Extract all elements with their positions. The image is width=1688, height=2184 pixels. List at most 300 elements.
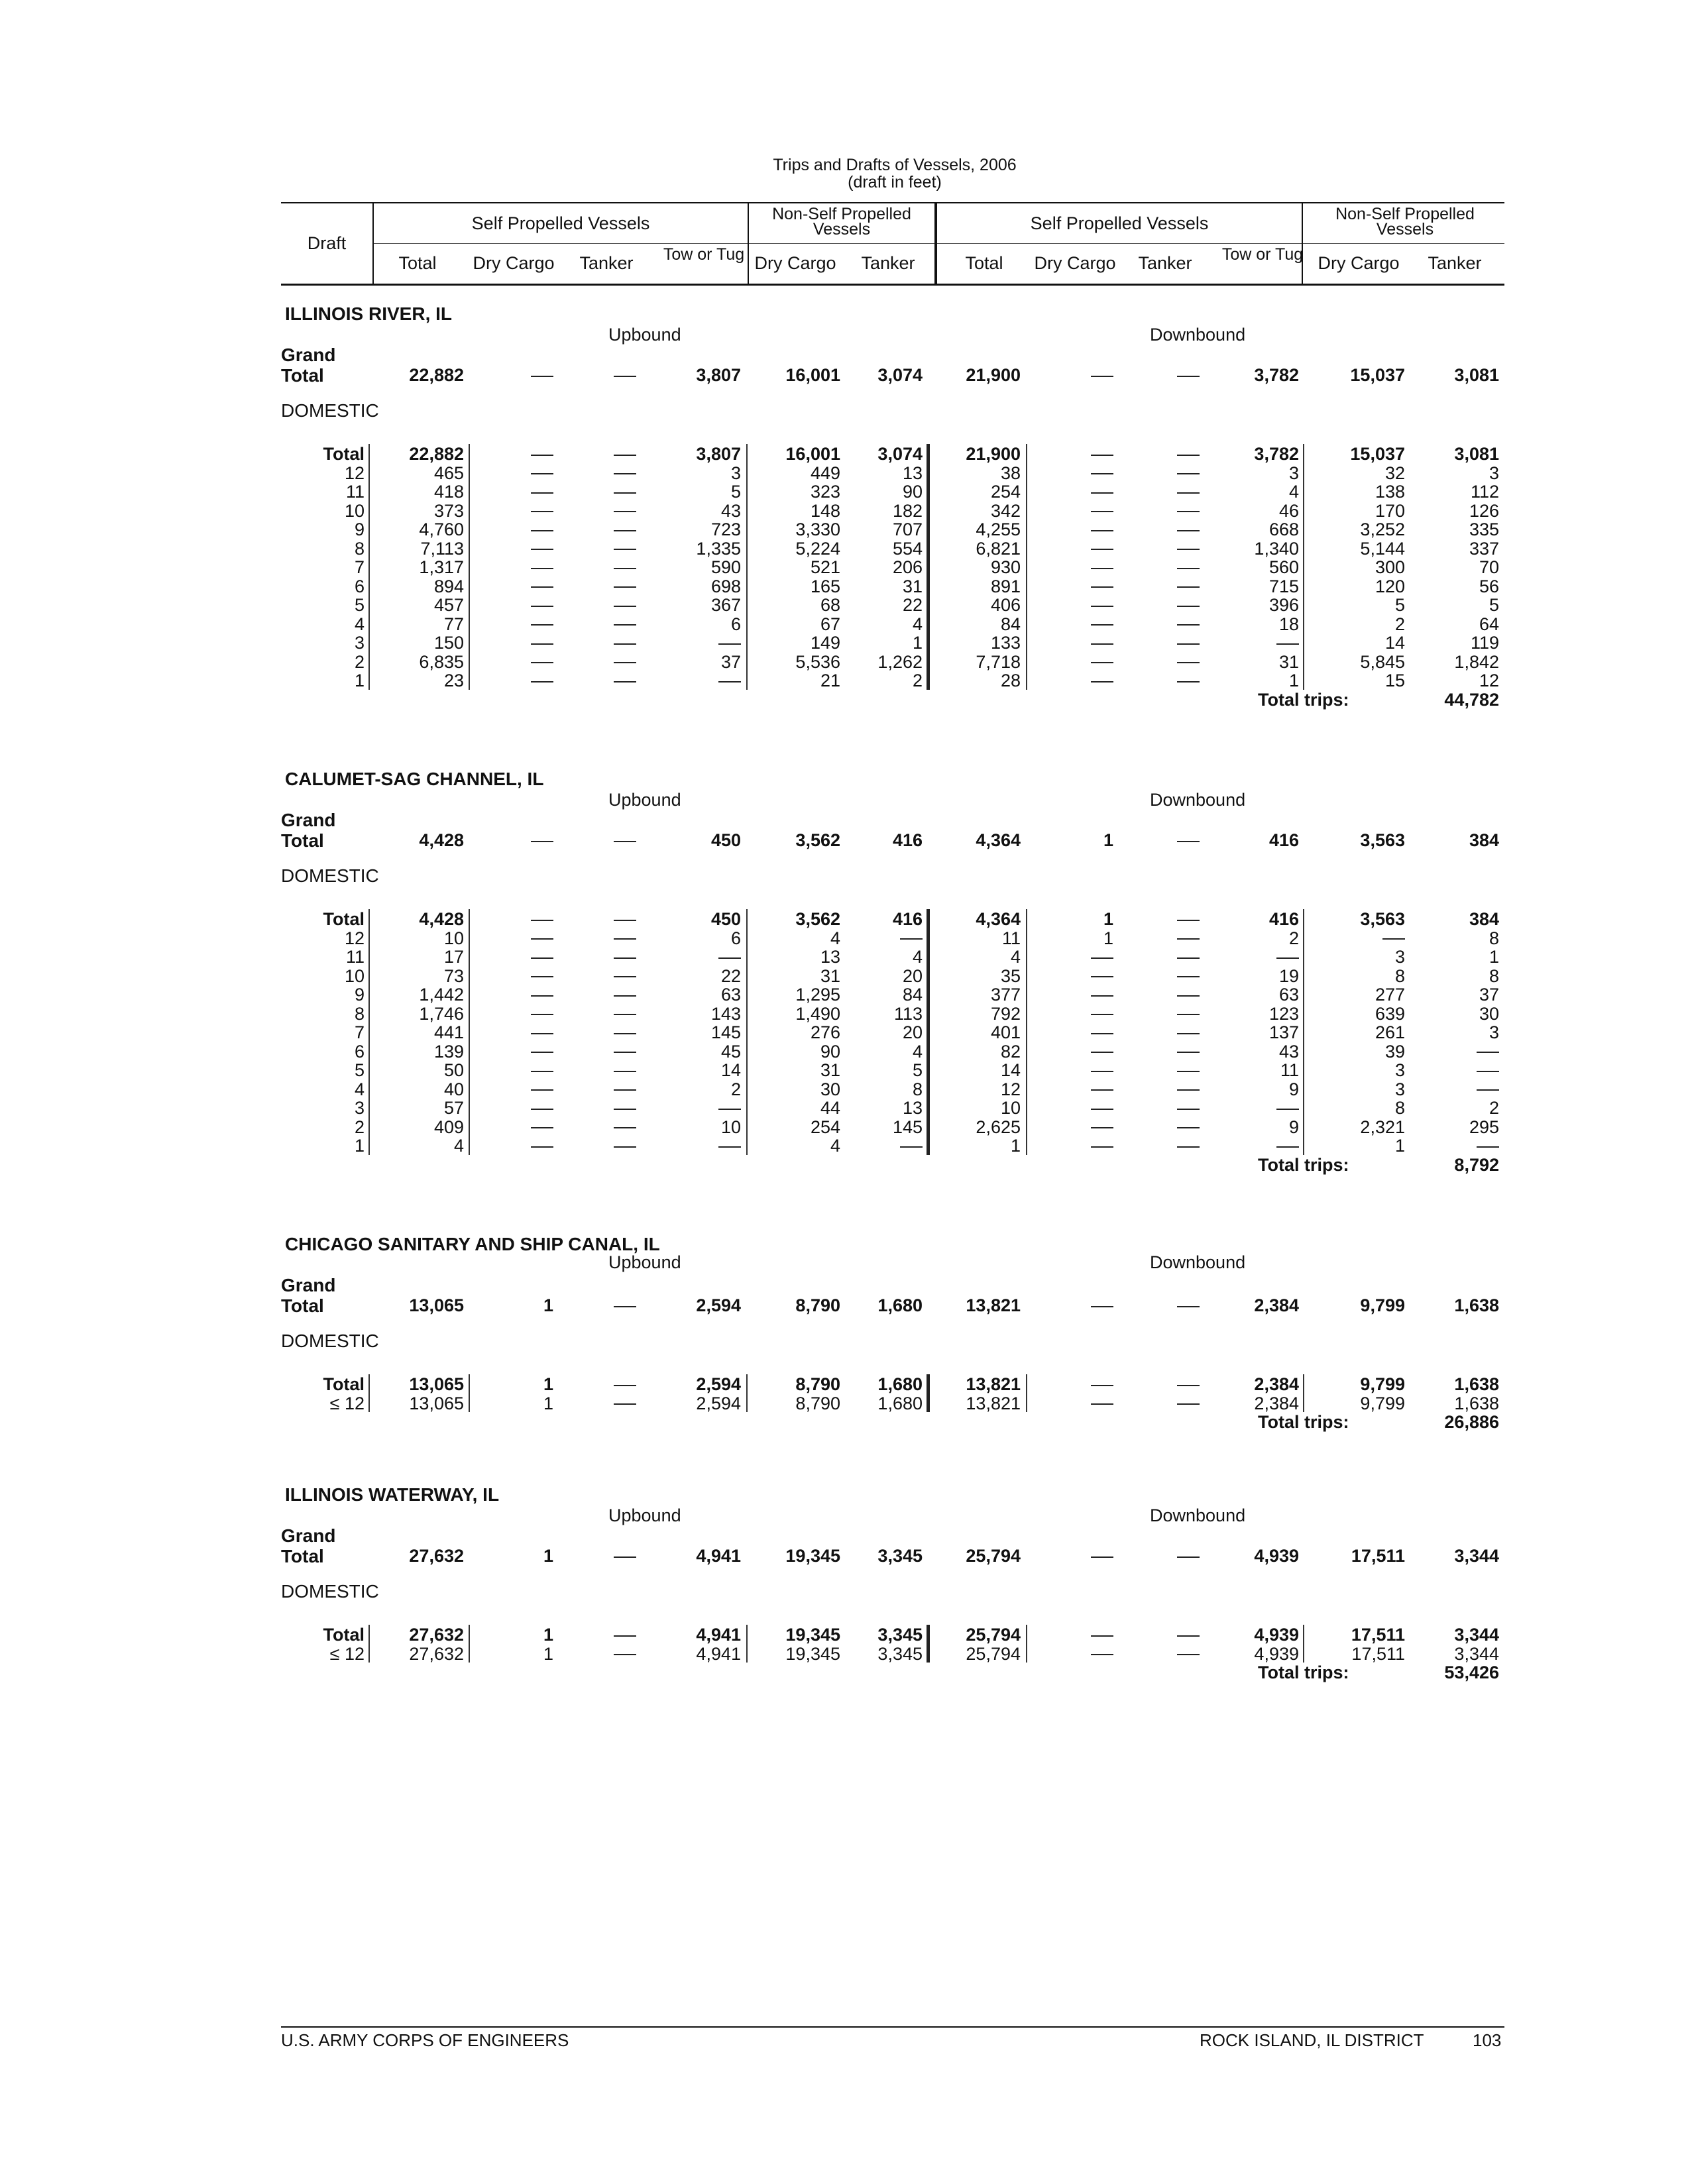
table-cell: 3 (1394, 1079, 1405, 1099)
table-cell: 23 (443, 671, 464, 690)
section-title: ILLINOIS WATERWAY, IL (285, 1484, 500, 1505)
table-cell: 300 (1375, 557, 1405, 577)
table-cell: 554 (892, 538, 923, 559)
grand-total-cell: 8,790 (795, 1295, 840, 1315)
grand-total-label: Total (281, 1546, 324, 1566)
table-cell: 441 (433, 1022, 464, 1042)
domestic-label: DOMESTIC (281, 1581, 379, 1602)
table-cell: 1,340 (1254, 538, 1299, 559)
table-cell: 170 (1375, 500, 1405, 521)
table-cell: 261 (1375, 1022, 1405, 1042)
table-cell: 119 (1470, 633, 1499, 653)
table-cell: 13,065 (409, 1393, 464, 1413)
table-cell: 31 (820, 965, 840, 986)
table-cell: 5,144 (1360, 538, 1405, 559)
table-cell: 17,511 (1351, 1625, 1405, 1645)
table-cell: 6,835 (419, 651, 464, 672)
draft-label: 6 (354, 1041, 365, 1062)
table-cell: 15 (1384, 671, 1405, 690)
table-cell: 668 (1268, 519, 1299, 539)
draft-label: 2 (354, 1117, 365, 1137)
table-cell: 8 (1489, 928, 1499, 948)
table-cell: 1 (1489, 947, 1499, 967)
table-cell: 14 (1384, 633, 1405, 653)
table-cell: 3,074 (877, 444, 923, 464)
table-cell: 2,321 (1360, 1117, 1405, 1137)
table-cell: 342 (990, 500, 1021, 521)
dash-cell (1367, 1079, 1499, 1100)
table-cell: 27,632 (409, 1625, 464, 1645)
table-cell: 450 (710, 909, 741, 929)
table-cell: 3 (1394, 1060, 1405, 1080)
grand-total-cell: 16,001 (785, 365, 840, 385)
table-cell: 4 (912, 1041, 923, 1062)
table-cell: 13,065 (409, 1374, 464, 1394)
draft-label: 2 (354, 651, 365, 672)
draft-label: 12 (344, 928, 365, 948)
table-cell: 19 (1278, 965, 1299, 986)
table-cell: 2,625 (976, 1117, 1021, 1137)
grand-total-cell: 3,563 (1360, 830, 1405, 850)
column-header: Dry Cargo (1318, 253, 1400, 273)
table-cell: 3,345 (877, 1625, 923, 1645)
table-cell: 120 (1375, 576, 1405, 596)
draft-label: 10 (344, 965, 365, 986)
column-header: Tanker (1428, 253, 1482, 273)
table-cell: 6,821 (976, 538, 1021, 559)
grand-total-cell: 4,364 (976, 830, 1021, 850)
table-cell: 698 (710, 576, 741, 596)
draft-label: 3 (354, 1098, 365, 1118)
dash-cell (1367, 1042, 1499, 1062)
table-cell: 1,442 (419, 985, 464, 1005)
table-cell: 4 (1288, 482, 1299, 502)
draft-label: 7 (354, 557, 365, 577)
downbound-label: Downbound (1150, 1252, 1246, 1272)
table-cell: 16,001 (785, 444, 840, 464)
table-cell: 56 (1479, 576, 1499, 596)
header-self-propelled-down: Self Propelled Vessels (1030, 213, 1209, 233)
grand-label: Grand (281, 810, 336, 830)
table-cell: 182 (892, 500, 923, 521)
table-cell: 5 (912, 1060, 923, 1080)
table-cell: 2,384 (1254, 1374, 1299, 1394)
draft-label: ≤ 12 (329, 1393, 365, 1413)
draft-label: 5 (354, 595, 365, 615)
table-cell: 4,939 (1254, 1625, 1299, 1645)
header-self-propelled-up: Self Propelled Vessels (471, 213, 650, 233)
table-cell: 4,760 (419, 519, 464, 539)
table-cell: 145 (710, 1022, 741, 1042)
table-cell: 10 (443, 928, 464, 948)
domestic-label: DOMESTIC (281, 865, 379, 886)
column-header: Total (965, 253, 1003, 273)
table-cell: 25,794 (966, 1625, 1021, 1645)
grand-total-cell: 2,594 (696, 1295, 741, 1315)
table-cell: 4,364 (976, 909, 1021, 929)
table-cell: 133 (990, 633, 1021, 653)
table-cell: 9 (1288, 1079, 1299, 1099)
table-cell: 30 (1479, 1003, 1499, 1024)
table-cell: 1 (1010, 1136, 1021, 1156)
table-cell: 521 (810, 557, 840, 577)
table-cell: 90 (902, 482, 923, 502)
table-cell: 457 (433, 595, 464, 615)
table-cell: 165 (810, 576, 840, 596)
grand-total-cell: 4,428 (419, 830, 464, 850)
table-cell: 1,680 (877, 1393, 923, 1413)
table-cell: 5,845 (1360, 651, 1405, 672)
table-cell: 13,821 (966, 1393, 1021, 1413)
table-cell: 1 (543, 1643, 553, 1664)
table-cell: 40 (443, 1079, 464, 1099)
table-cell: 377 (990, 985, 1021, 1005)
column-header: Tanker (1138, 253, 1192, 273)
total-trips-value: 44,782 (1444, 689, 1499, 710)
table-cell: 63 (1278, 985, 1299, 1005)
table-cell: 1,335 (696, 538, 741, 559)
table-cell: 1 (543, 1393, 553, 1413)
table-cell: 8 (912, 1079, 923, 1099)
table-cell: 19,345 (785, 1643, 840, 1664)
table-cell: 409 (433, 1117, 464, 1137)
table-cell: 21 (820, 671, 840, 690)
dash-cell (1367, 1136, 1499, 1156)
table-cell: 4,939 (1254, 1643, 1299, 1664)
table-cell: 384 (1469, 909, 1499, 929)
table-cell: 22,882 (409, 444, 464, 464)
table-cell: 323 (810, 482, 840, 502)
grand-total-cell: 3,345 (877, 1546, 923, 1566)
table-cell: 12 (1479, 671, 1499, 690)
table-cell: 57 (443, 1098, 464, 1118)
table-cell: 2 (730, 1079, 741, 1099)
table-cell: 206 (892, 557, 923, 577)
table-cell: 150 (433, 633, 464, 653)
table-cell: 3,330 (795, 519, 840, 539)
table-cell: 2 (1394, 614, 1405, 634)
table-cell: 5 (730, 482, 741, 502)
table-cell: 373 (433, 500, 464, 521)
table-cell: 5,536 (795, 651, 840, 672)
table-cell: 39 (1384, 1041, 1405, 1062)
downbound-label: Downbound (1150, 790, 1246, 810)
table-cell: 3,252 (1360, 519, 1405, 539)
grand-total-cell: 3,807 (696, 365, 741, 385)
grand-total-cell: 1 (543, 1295, 553, 1315)
upbound-label: Upbound (608, 1505, 681, 1525)
grand-total-cell: 4,941 (696, 1546, 741, 1566)
table-cell: 7,113 (420, 538, 464, 559)
column-header: Tow or Tug (663, 245, 745, 264)
table-cell: 4 (453, 1136, 464, 1156)
table-cell: 123 (1268, 1003, 1299, 1024)
grand-total-cell: 416 (1268, 830, 1299, 850)
table-cell: 4,428 (419, 909, 464, 929)
header-non-self-propelled-down: Non-Self Propelled Vessels (1335, 205, 1475, 239)
table-cell: 31 (902, 576, 923, 596)
table-cell: 254 (810, 1117, 840, 1137)
table-cell: 67 (820, 614, 840, 634)
table-cell: 8 (1489, 965, 1499, 986)
table-cell: 4,941 (696, 1643, 741, 1664)
table-cell: 3,081 (1454, 444, 1499, 464)
draft-label: 4 (354, 1079, 365, 1099)
draft-label: 4 (354, 614, 365, 634)
table-cell: 32 (1384, 463, 1405, 483)
page-number: 103 (1473, 2030, 1502, 2050)
table-cell: 113 (893, 1003, 923, 1024)
table-cell: 143 (710, 1003, 741, 1024)
table-cell: 1 (912, 633, 923, 653)
grand-total-cell: 17,511 (1351, 1546, 1405, 1566)
table-cell: 1 (1103, 928, 1113, 948)
downbound-label: Downbound (1150, 1505, 1246, 1525)
table-cell: 35 (1000, 965, 1021, 986)
table-cell: 12 (1000, 1079, 1021, 1099)
table-cell: 1 (543, 1625, 553, 1645)
total-trips-label: Total trips: (1258, 689, 1349, 710)
draft-label: 1 (354, 671, 365, 690)
table-cell: 3 (730, 463, 741, 483)
draft-label: 10 (344, 500, 365, 521)
table-cell: 639 (1375, 1003, 1405, 1024)
table-cell: 8 (1394, 1098, 1405, 1118)
draft-label: Total (323, 909, 365, 929)
table-cell: 2 (912, 671, 923, 690)
draft-label: Total (323, 444, 365, 464)
grand-label: Grand (281, 1275, 336, 1295)
table-cell: 13 (820, 947, 840, 967)
table-cell: 1 (543, 1374, 553, 1394)
table-cell: 64 (1479, 614, 1499, 634)
table-cell: 707 (892, 519, 923, 539)
grand-total-cell: 4,939 (1254, 1546, 1299, 1566)
table-cell: 3,344 (1454, 1643, 1499, 1664)
column-header: Tow or Tug (1221, 245, 1304, 264)
table-cell: 8 (1394, 965, 1405, 986)
draft-label: 5 (354, 1060, 365, 1080)
total-trips-value: 53,426 (1444, 1663, 1499, 1682)
table-cell: 792 (990, 1003, 1021, 1024)
upbound-label: Upbound (608, 1252, 681, 1272)
page-subtitle: (draft in feet) (848, 173, 942, 191)
table-cell: 1,262 (877, 651, 923, 672)
column-header: Dry Cargo (1034, 253, 1116, 273)
column-header: Tanker (579, 253, 634, 273)
table-cell: 6 (730, 614, 741, 634)
table-cell: 112 (1470, 482, 1499, 502)
table-cell: 9,799 (1360, 1393, 1405, 1413)
total-trips-label: Total trips: (1258, 1154, 1349, 1175)
table-cell: 930 (990, 557, 1021, 577)
table-cell: 3,562 (795, 909, 840, 929)
table-cell: 14 (1000, 1060, 1021, 1080)
table-cell: 11 (1280, 1060, 1299, 1080)
table-cell: 5 (1489, 595, 1499, 615)
table-cell: 4,941 (696, 1625, 741, 1645)
table-cell: 3,782 (1254, 444, 1299, 464)
table-cell: 43 (720, 500, 741, 521)
table-cell: 68 (820, 595, 840, 615)
table-cell: 18 (1278, 614, 1299, 634)
table-cell: 37 (720, 651, 741, 672)
table-cell: 335 (1469, 519, 1499, 539)
table-cell: 4 (830, 928, 840, 948)
table-cell: 15,037 (1350, 444, 1405, 464)
table-cell: 43 (1278, 1041, 1299, 1062)
table-cell: 4 (830, 1136, 840, 1156)
table-cell: 723 (710, 519, 741, 539)
table-cell: 21,900 (966, 444, 1021, 464)
table-cell: 4,255 (976, 519, 1021, 539)
footer-left: U.S. ARMY CORPS OF ENGINEERS (281, 2030, 569, 2050)
upbound-label: Upbound (608, 325, 681, 345)
table-cell: 3,344 (1454, 1625, 1499, 1645)
table-cell: 4 (912, 614, 923, 634)
table-cell: 295 (1469, 1117, 1499, 1137)
table-cell: 13,821 (966, 1374, 1021, 1394)
draft-label: 7 (354, 1022, 365, 1042)
table-cell: 1,490 (795, 1003, 840, 1024)
table-cell: 1 (1103, 909, 1113, 929)
upbound-label: Upbound (608, 790, 681, 810)
table-cell: 5 (1394, 595, 1405, 615)
table-cell: 894 (433, 576, 464, 596)
table-cell: 82 (1000, 1041, 1021, 1062)
grand-total-cell: 3,344 (1454, 1546, 1499, 1566)
footer-right: ROCK ISLAND, IL DISTRICT (1200, 2030, 1424, 2050)
grand-total-cell: 384 (1469, 830, 1499, 850)
header-non-self-propelled-up: Non-Self Propelled Vessels (772, 205, 911, 239)
grand-total-cell: 13,065 (409, 1295, 464, 1315)
table-cell: 276 (810, 1022, 840, 1042)
table-cell: 416 (892, 909, 923, 929)
table-cell: 63 (720, 985, 741, 1005)
table-cell: 20 (902, 965, 923, 986)
table-cell: 28 (1000, 671, 1021, 690)
table-cell: 37 (1479, 985, 1499, 1005)
grand-total-cell: 27,632 (409, 1546, 464, 1566)
table-cell: 138 (1375, 482, 1405, 502)
grand-total-cell: 1,638 (1454, 1295, 1499, 1315)
draft-label: 1 (354, 1136, 365, 1156)
table-cell: 1 (1288, 671, 1299, 690)
table-cell: 590 (710, 557, 741, 577)
table-cell: 44 (820, 1098, 840, 1118)
grand-total-cell: 21,900 (966, 365, 1021, 385)
draft-label: 6 (354, 576, 365, 596)
table-cell: 2 (1288, 928, 1299, 948)
table-cell: 3,563 (1360, 909, 1405, 929)
grand-total-cell: 15,037 (1350, 365, 1405, 385)
table-cell: 401 (990, 1022, 1021, 1042)
table-cell: 715 (1268, 576, 1299, 596)
table-cell: 1,638 (1454, 1393, 1499, 1413)
table-cell: 84 (902, 985, 923, 1005)
table-cell: 27,632 (409, 1643, 464, 1664)
table-cell: 46 (1278, 500, 1299, 521)
table-cell: 9 (1288, 1117, 1299, 1137)
table-cell: 14 (720, 1060, 741, 1080)
grand-total-cell: 1 (1103, 830, 1113, 850)
table-cell: 254 (990, 482, 1021, 502)
table-cell: 11 (1001, 928, 1021, 948)
table-cell: 1,295 (795, 985, 840, 1005)
table-cell: 367 (710, 595, 741, 615)
grand-total-label: Total (281, 830, 324, 851)
draft-label: 8 (354, 1003, 365, 1024)
column-header: Total (398, 253, 437, 273)
section-title: CHICAGO SANITARY AND SHIP CANAL, IL (285, 1234, 660, 1254)
table-cell: 2,594 (696, 1393, 741, 1413)
table-cell: 73 (443, 965, 464, 986)
header-draft: Draft (307, 233, 347, 253)
grand-total-cell: 3,081 (1454, 365, 1499, 385)
table-cell: 13 (902, 463, 923, 483)
column-header: Tanker (861, 253, 915, 273)
domestic-label: DOMESTIC (281, 1331, 379, 1351)
draft-label: 8 (354, 538, 365, 559)
grand-total-cell: 9,799 (1360, 1295, 1405, 1315)
grand-total-cell: 3,074 (877, 365, 923, 385)
table-cell: 3 (1394, 947, 1405, 967)
table-cell: 126 (1469, 500, 1499, 521)
table-cell: 4 (912, 947, 923, 967)
grand-label: Grand (281, 345, 336, 365)
page-title: Trips and Drafts of Vessels, 2006 (773, 156, 1017, 174)
draft-label: Total (323, 1374, 365, 1394)
grand-total-cell: 1 (543, 1546, 553, 1566)
table-cell: 1,746 (419, 1003, 464, 1024)
table-cell: 31 (820, 1060, 840, 1080)
table-cell: 396 (1268, 595, 1299, 615)
table-cell: 337 (1469, 538, 1499, 559)
table-cell: 148 (810, 500, 840, 521)
table-cell: 10 (1000, 1098, 1021, 1118)
draft-label: ≤ 12 (329, 1643, 365, 1664)
table-cell: 70 (1479, 557, 1499, 577)
table-cell: 8,790 (795, 1393, 840, 1413)
grand-total-label: Total (281, 1295, 324, 1316)
dash-cell (1367, 1060, 1499, 1081)
table-cell: 30 (820, 1079, 840, 1099)
grand-total-cell: 416 (892, 830, 923, 850)
total-trips-label: Total trips: (1258, 1412, 1349, 1432)
table-cell: 560 (1268, 557, 1299, 577)
grand-total-label: Total (281, 365, 324, 386)
grand-total-cell: 450 (710, 830, 741, 850)
table-cell: 891 (990, 576, 1021, 596)
table-cell: 9,799 (1360, 1374, 1405, 1394)
table-cell: 1,842 (1454, 651, 1499, 672)
grand-total-cell: 13,821 (966, 1295, 1021, 1315)
table-cell: 2,384 (1254, 1393, 1299, 1413)
table-cell: 416 (1268, 909, 1299, 929)
table-cell: 17 (443, 947, 464, 967)
draft-label: 3 (354, 633, 365, 653)
draft-label: 9 (354, 985, 365, 1005)
table-cell: 149 (810, 633, 840, 653)
table-cell: 25,794 (966, 1643, 1021, 1664)
total-trips-value: 26,886 (1444, 1412, 1499, 1432)
grand-total-cell: 22,882 (409, 365, 464, 385)
table-cell: 13 (902, 1098, 923, 1118)
table-cell: 20 (902, 1022, 923, 1042)
table-cell: 418 (433, 482, 464, 502)
table-cell: 5,224 (795, 538, 840, 559)
table-cell: 4 (1010, 947, 1021, 967)
